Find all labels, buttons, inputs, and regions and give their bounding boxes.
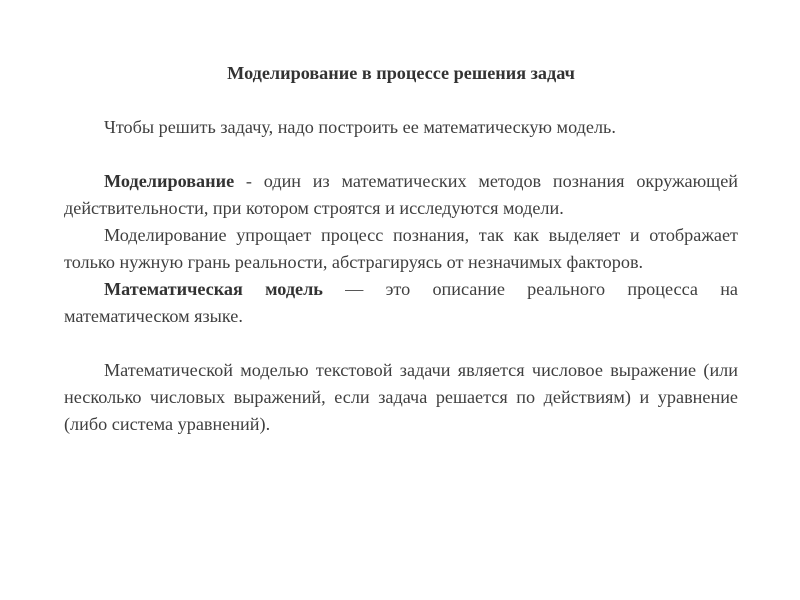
text-task-model-paragraph: Математической моделью текстовой задачи является числовое выражение (или несколько числовых выражений, если задача решается по действиям) и уравнение (либо система уравнений). xyxy=(64,360,738,434)
modeling-definition-text: - один из математических методов познания окружающей действительности, при котором строятся и исследуются модели. xyxy=(64,171,738,218)
intro-paragraph: Чтобы решить задачу, надо построить ее математическую модель. xyxy=(104,117,616,137)
math-model-term: Математическая модель xyxy=(104,279,323,299)
modeling-simplifies-paragraph: Моделирование упрощает процесс познания, так как выделяет и отображает только нужную грань реальности, абстрагируясь от незначимых факторов. xyxy=(64,225,738,272)
math-model-definition-text: — это описание реального процесса на математическом языке. xyxy=(64,279,738,326)
slide-content xyxy=(64,60,738,438)
slide-title: Моделирование в процессе решения задач xyxy=(227,63,575,83)
math-model-definition-paragraph xyxy=(64,276,738,330)
modeling-term: Моделирование xyxy=(104,171,235,191)
modeling-definition-paragraph xyxy=(64,168,738,222)
